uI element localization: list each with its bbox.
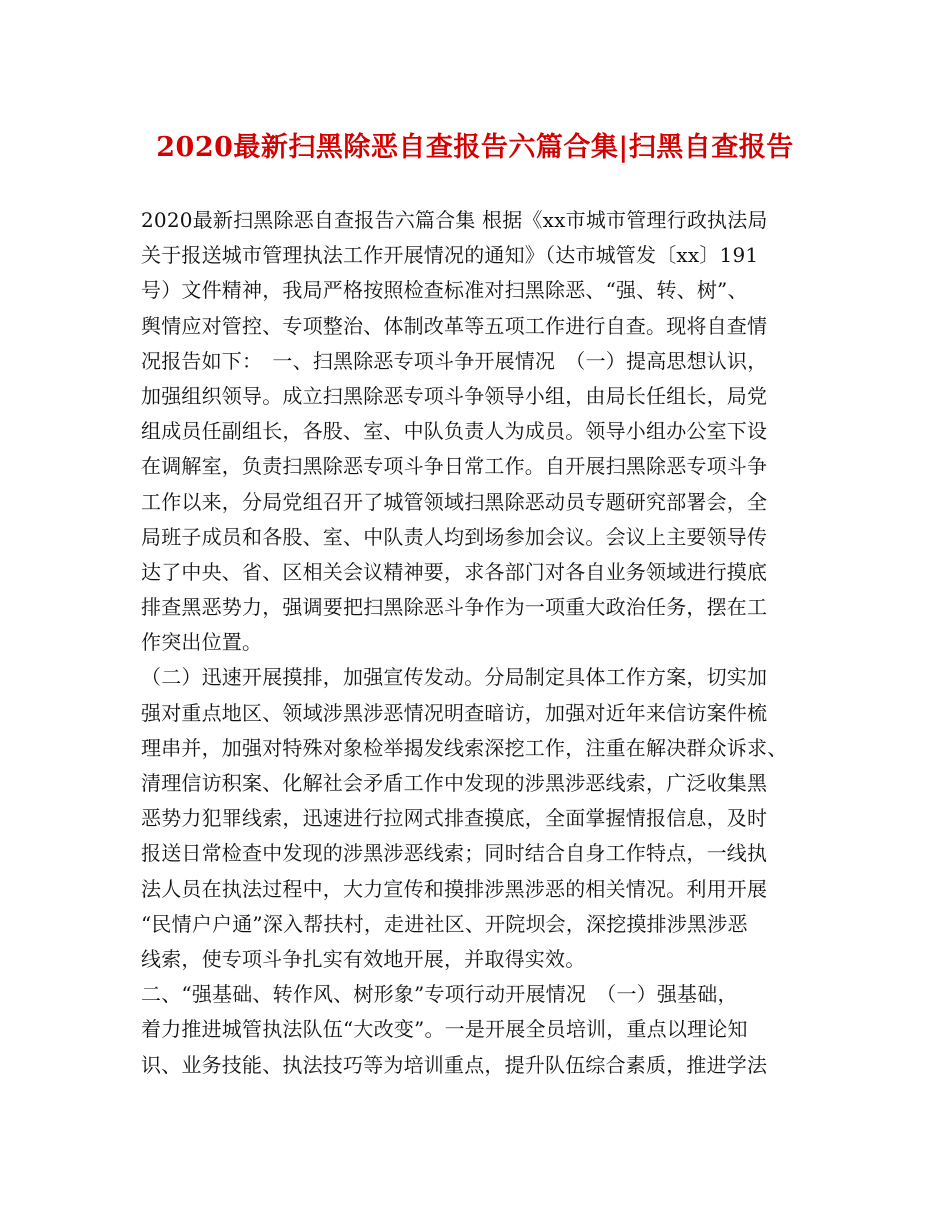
body-line: 报送日常检查中发现的涉黑涉恶线索；同时结合自身工作特点，一线执 [141, 841, 768, 866]
body-line: 况报告如下： 一、扫黑除恶专项斗争开展情况 （一）提高思想认识， [141, 348, 768, 373]
body-line: 线索，使专项斗争扎实有效地开展，并取得实效。 [141, 946, 586, 971]
body-line: （二）迅速开展摸排，加强宣传发动。分局制定具体工作方案，切实加 [141, 665, 768, 690]
body-line: 局班子成员和各股、室、中队责人均到场参加会议。会议上主要领导传 [141, 524, 768, 549]
body-line: 工作以来，分局党组召开了城管领域扫黑除恶动员专题研究部署会，全 [141, 489, 768, 514]
document-title: 2020最新扫黑除恶自查报告六篇合集|扫黑自查报告 [156, 132, 794, 163]
body-line: 号）文件精神，我局严格按照检查标准对扫黑除恶、“强、转、树”、 [141, 278, 748, 303]
body-line: 识、业务技能、执法技巧等为培训重点，提升队伍综合素质，推进学法 [141, 1052, 768, 1077]
body-line: 理串并，加强对特殊对象检举揭发线索深挖工作，注重在解决群众诉求、 [141, 735, 788, 760]
body-line: 舆情应对管控、专项整治、体制改革等五项工作进行自查。现将自查情 [141, 313, 768, 338]
body-line: 在调解室，负责扫黑除恶专项斗争日常工作。自开展扫黑除恶专项斗争 [141, 454, 768, 479]
body-line: “民情户户通”深入帮扶村，走进社区、开院坝会，深挖摸排涉黑涉恶 [141, 911, 748, 936]
body-line: 关于报送城市管理执法工作开展情况的通知》（达市城管发〔xx〕191 [141, 243, 759, 268]
body-line: 达了中央、省、区相关会议精神要，求各部门对各自业务领域进行摸底 [141, 559, 768, 584]
body-line: 强对重点地区、领域涉黑涉恶情况明查暗访，加强对近年来信访案件梳 [141, 700, 768, 725]
body-line: 恶势力犯罪线索，迅速进行拉网式排查摸底，全面掌握情报信息，及时 [141, 806, 768, 831]
body-line: 组成员任副组长，各股、室、中队负责人为成员。领导小组办公室下设 [141, 419, 768, 444]
body-line: 清理信访积案、化解社会矛盾工作中发现的涉黑涉恶线索，广泛收集黑 [141, 771, 768, 795]
body-line: 加强组织领导。成立扫黑除恶专项斗争领导小组，由局长任组长，局党 [141, 383, 768, 408]
body-line: 作突出位置。 [141, 630, 263, 655]
body-line: 着力推进城管执法队伍“大改变”。一是开展全员培训，重点以理论知 [141, 1017, 748, 1042]
body-line: 2020最新扫黑除恶自查报告六篇合集 根据《xx市城市管理行政执法局 [141, 208, 768, 232]
body-line: 排查黑恶势力，强调要把扫黑除恶斗争作为一项重大政治任务，摆在工 [141, 595, 768, 620]
body-line: 二、“强基础、转作风、树形象”专项行动开展情况 （一）强基础， [141, 982, 738, 1007]
body-line: 法人员在执法过程中，大力宣传和摸排涉黑涉恶的相关情况。利用开展 [141, 876, 768, 901]
document-body [141, 203, 831, 1083]
